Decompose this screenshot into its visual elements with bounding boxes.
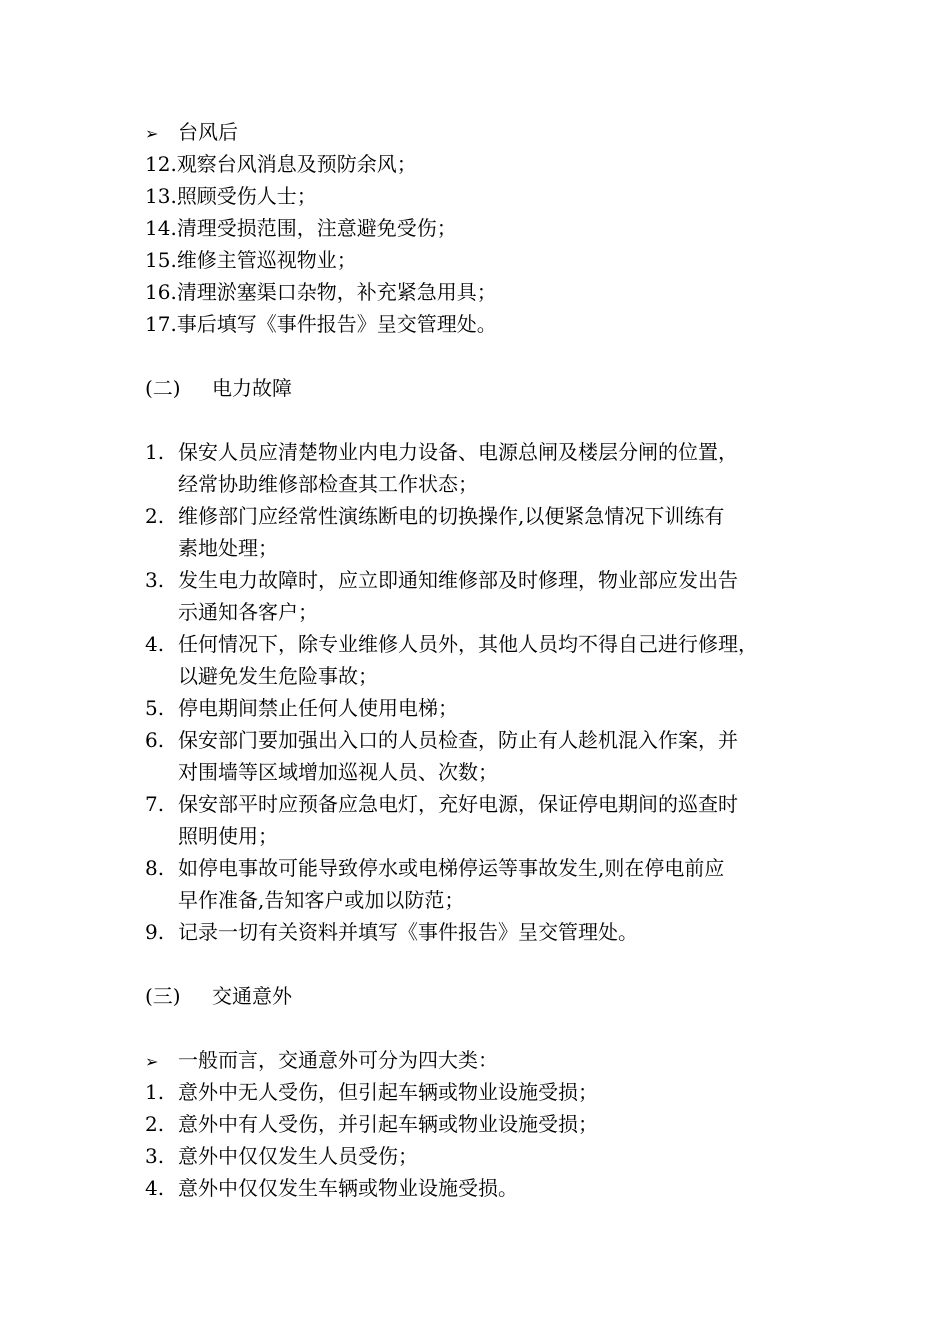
list-item-continuation: 经常协助维修部检查其工作状态； <box>178 472 478 496</box>
list-item: 2. 意外中有人受伤，并引起车辆或物业设施受损； <box>145 1112 598 1136</box>
list-item: 13.照顾受伤人士； <box>145 184 317 208</box>
typhoon-after-heading <box>145 119 238 147</box>
list-item: 3. 意外中仅仅发生人员受伤； <box>145 1144 418 1168</box>
list-item: 16.清理淤塞渠口杂物，补充紧急用具； <box>145 280 497 304</box>
list-item: 8. 如停电事故可能导致停水或电梯停运等事故发生,则在停电前应 <box>145 856 725 880</box>
list-item-continuation: 对围墙等区域增加巡视人员、次数； <box>178 760 498 784</box>
list-item: 5. 停电期间禁止任何人使用电梯； <box>145 696 458 720</box>
list-item: 4. 任何情况下，除专业维修人员外，其他人员均不得自己进行修理， <box>145 632 758 656</box>
list-item: 17.事后填写《事件报告》呈交管理处。 <box>145 312 497 336</box>
list-item-continuation: 以避免发生危险事故； <box>178 664 378 688</box>
list-item: 6. 保安部门要加强出入口的人员检查，防止有人趁机混入作案，并 <box>145 728 738 752</box>
typhoon-after-title: 台风后 <box>178 120 238 144</box>
section-title: 电力故障 <box>212 376 292 400</box>
section-intro: ➢ 一般而言，交通意外可分为四大类： <box>145 1047 498 1075</box>
list-item-continuation: 示通知各客户； <box>178 600 318 624</box>
list-item: 1. 保安人员应清楚物业内电力设备、电源总闸及楼层分闸的位置， <box>145 440 738 464</box>
list-item: 9. 记录一切有关资料并填写《事件报告》呈交管理处。 <box>145 920 638 944</box>
list-item: 15.维修主管巡视物业； <box>145 248 357 272</box>
section-marker: (三) <box>145 984 181 1008</box>
list-item-continuation: 照明使用； <box>178 824 278 848</box>
section-heading-power-failure <box>145 375 292 401</box>
list-item: 4. 意外中仅仅发生车辆或物业设施受损。 <box>145 1176 518 1200</box>
list-item: 1. 意外中无人受伤，但引起车辆或物业设施受损； <box>145 1080 598 1104</box>
list-item: 7. 保安部平时应预备应急电灯，充好电源，保证停电期间的巡查时 <box>145 792 738 816</box>
list-item-continuation: 早作准备,告知客户或加以防范； <box>178 888 465 912</box>
list-item: 12.观察台风消息及预防余风； <box>145 152 417 176</box>
arrow-bullet-icon: ➢ <box>145 124 159 143</box>
arrow-bullet-icon: ➢ <box>145 1052 159 1071</box>
list-item: 2. 维修部门应经常性演练断电的切换操作,以便紧急情况下训练有 <box>145 504 725 528</box>
list-item: 3. 发生电力故障时，应立即通知维修部及时修理，物业部应发出告 <box>145 568 738 592</box>
list-item: 14.清理受损范围，注意避免受伤； <box>145 216 457 240</box>
section-heading-traffic-accident <box>145 983 292 1009</box>
list-item-continuation: 素地处理； <box>178 536 278 560</box>
section-title: 交通意外 <box>212 984 292 1008</box>
section-marker: (二) <box>145 376 181 400</box>
